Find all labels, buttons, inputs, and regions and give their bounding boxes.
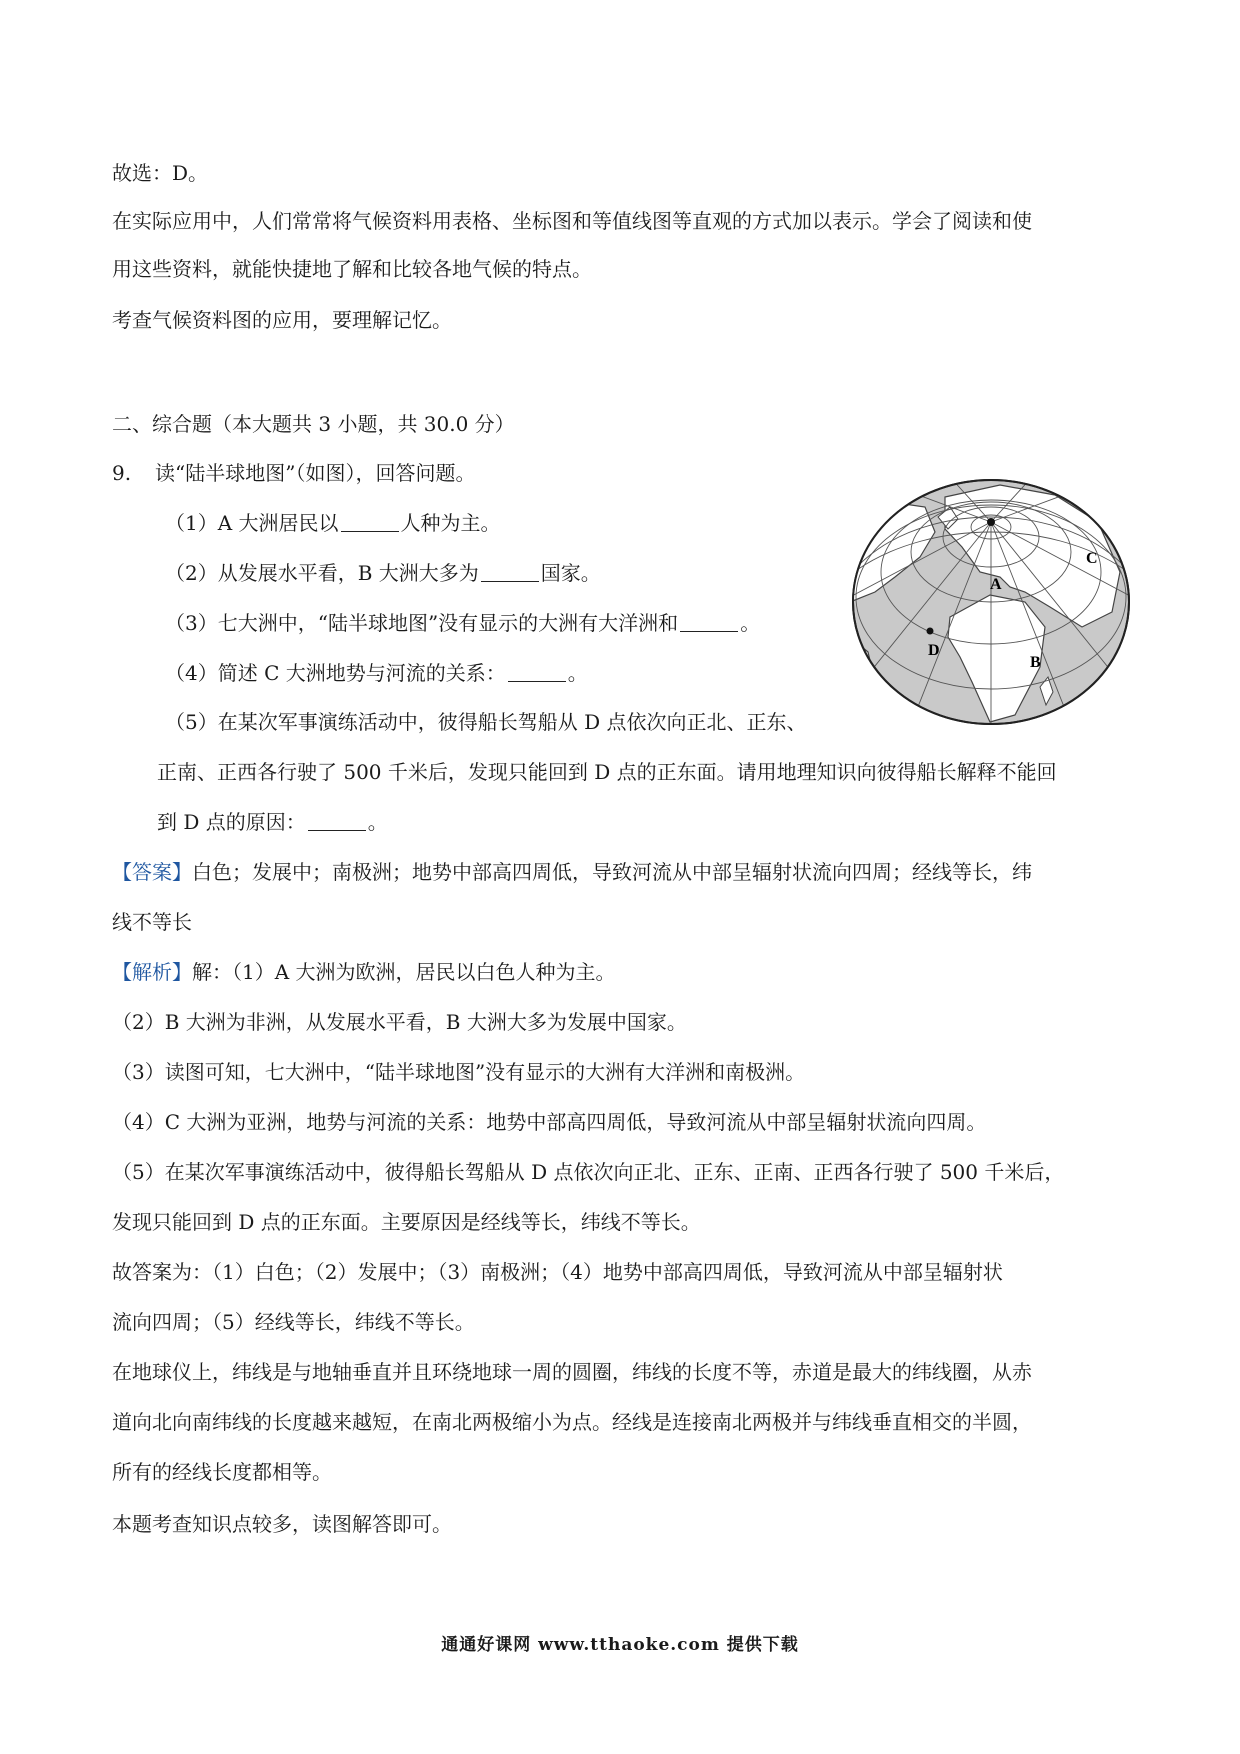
analysis-line-12: 本题考查知识点较多，读图解答即可。 xyxy=(112,1512,452,1536)
point-d-marker xyxy=(927,628,934,635)
analysis-line-11: 所有的经线长度都相等。 xyxy=(112,1460,332,1484)
prev-explain-1: 在实际应用中，人们常常将气候资料用表格、坐标图和等值线图等直观的方式加以表示。学会了阅读和使 xyxy=(112,209,1032,233)
label-a: A xyxy=(990,576,1002,593)
sub-question-4 xyxy=(165,659,588,687)
prev-explain-2: 用这些资料，就能快捷地了解和比较各地气候的特点。 xyxy=(112,257,592,281)
analysis-line-4: （4）C 大洲为亚洲，地势与河流的关系：地势中部高四周低，导致河流从中部呈辐射状流向四周。 xyxy=(112,1110,987,1134)
analysis-line-8: 流向四周；（5）经线等长，纬线不等长。 xyxy=(112,1310,475,1334)
answer-blank xyxy=(341,513,399,532)
answer-tag: 【答案】 xyxy=(112,860,192,884)
question-number: 9. xyxy=(112,461,132,485)
sub3-prefix: （3）七大洲中，“陆半球地图”没有显示的大洲有大洋洲和 xyxy=(165,611,679,635)
answer-blank xyxy=(680,613,738,632)
answer-text-1: 白色；发展中；南极洲；地势中部高四周低，导致河流从中部呈辐射状流向四周；经线等长，纬 xyxy=(192,860,1032,884)
answer-line-1 xyxy=(112,858,1032,886)
sub2-suffix: 国家。 xyxy=(540,561,601,585)
sub5-prefix: 到 D 点的原因： xyxy=(157,810,306,834)
sub2-prefix: （2）从发展水平看，B 大洲大多为 xyxy=(165,561,479,585)
answer-blank xyxy=(508,663,566,682)
analysis-line-9: 在地球仪上，纬线是与地轴垂直并且环绕地球一周的圆圈，纬线的长度不等，赤道是最大的纬线圈，从赤 xyxy=(112,1360,1032,1384)
analysis-line-7: 故答案为：（1）白色；（2）发展中；（3）南极洲；（4）地势中部高四周低，导致河流从中部呈辐射状 xyxy=(112,1260,1003,1284)
sub-question-2 xyxy=(165,559,601,587)
analysis-line-2: （2）B 大洲为非洲，从发展水平看，B 大洲大多为发展中国家。 xyxy=(112,1010,687,1034)
sub4-prefix: （4）简述 C 大洲地势与河流的关系： xyxy=(165,661,506,685)
sub3-suffix: 。 xyxy=(740,611,761,635)
analysis-line-3: （3）读图可知，七大洲中，“陆半球地图”没有显示的大洲有大洋洲和南极洲。 xyxy=(112,1060,806,1084)
land-hemisphere-map xyxy=(850,477,1132,727)
sub4-suffix: 。 xyxy=(567,661,588,685)
question-stem: 读“陆半球地图”（如图），回答问题。 xyxy=(155,461,476,485)
sub5-suffix: 。 xyxy=(367,810,388,834)
answer-blank xyxy=(308,812,366,831)
sub1-suffix: 人种为主。 xyxy=(400,511,501,535)
section-title: 二、综合题（本大题共 3 小题，共 30.0 分） xyxy=(112,412,515,436)
sub-question-3 xyxy=(165,609,760,637)
analysis-line-1 xyxy=(112,958,616,986)
label-b: B xyxy=(1030,654,1041,671)
prev-point: 考查气候资料图的应用，要理解记忆。 xyxy=(112,308,452,332)
sub-question-5-line-1: （5）在某次军事演练活动中，彼得船长驾船从 D 点依次向正北、正东、 xyxy=(165,710,807,734)
analysis-line-10: 道向北向南纬线的长度越来越短，在南北两极缩小为点。经线是连接南北两极并与纬线垂直相交的半圆， xyxy=(112,1410,1032,1434)
page-footer: 通通好课网 www.tthaoke.com 提供下载 xyxy=(441,1635,799,1655)
sub-question-1 xyxy=(165,509,501,537)
label-d: D xyxy=(928,642,940,659)
analysis-text-1: 解：（1）A 大洲为欧洲，居民以白色人种为主。 xyxy=(192,960,616,984)
analysis-line-5: （5）在某次军事演练活动中，彼得船长驾船从 D 点依次向正北、正东、正南、正西各行驶了 500 千米后， xyxy=(112,1160,1065,1184)
sub-question-5-line-3 xyxy=(157,808,388,836)
analysis-line-6: 发现只能回到 D 点的正东面。主要原因是经线等长，纬线不等长。 xyxy=(112,1210,701,1234)
answer-line-2: 线不等长 xyxy=(112,910,192,934)
north-pole-marker xyxy=(987,518,995,526)
analysis-tag: 【解析】 xyxy=(112,960,192,984)
answer-blank xyxy=(481,563,539,582)
prev-select: 故选：D。 xyxy=(112,161,209,185)
sub-question-5-line-2: 正南、正西各行驶了 500 千米后，发现只能回到 D 点的正东面。请用地理知识向彼得船长解释不能回 xyxy=(157,760,1057,784)
sub1-prefix: （1）A 大洲居民以 xyxy=(165,511,339,535)
label-c: C xyxy=(1086,550,1098,567)
